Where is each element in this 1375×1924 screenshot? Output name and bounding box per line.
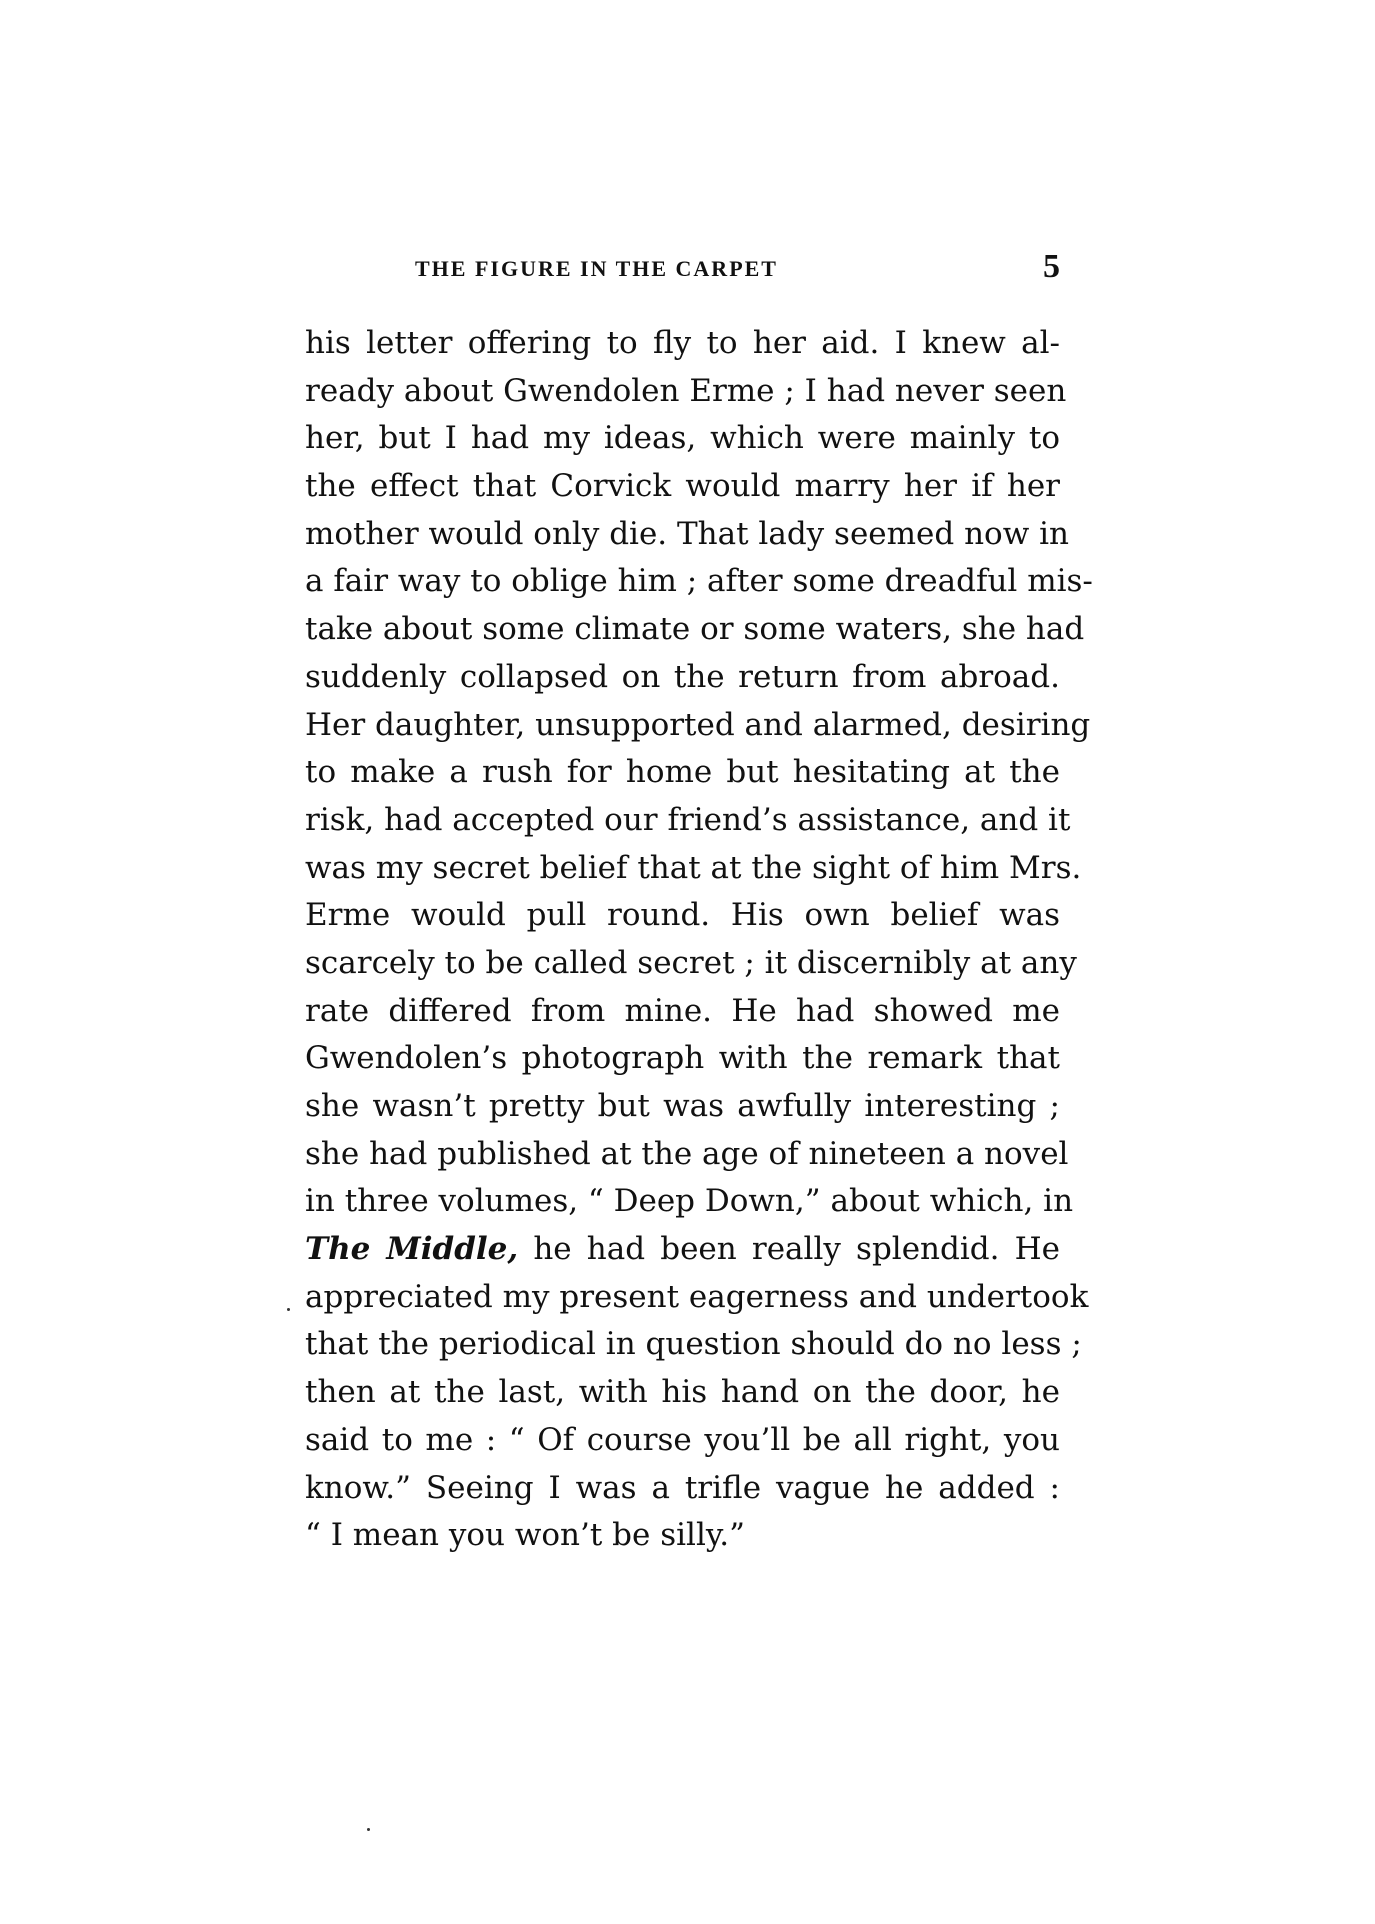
text-line: she had published at the age of nineteen a novel [305, 1135, 1069, 1172]
periodical-title: The Middle, [305, 1231, 519, 1268]
text-line: take about some climate or some waters, she had [305, 611, 1085, 648]
running-head [305, 250, 1060, 290]
text-line: know.” Seeing I was a trifle vague he added : [305, 1469, 1060, 1506]
body-text [305, 320, 1093, 1560]
text-line-last: “ I mean you won’t be silly.” [305, 1517, 745, 1554]
text-line: that the periodical in question should do no less ; [305, 1326, 1082, 1363]
text-line: in three volumes, “ Deep Down,” about which, in [305, 1183, 1074, 1220]
text-line: scarcely to be called secret ; it discernibly at any [305, 944, 1077, 981]
running-title: THE FIGURE IN THE CARPET [415, 256, 778, 281]
text-line: then at the last, with his hand on the door, he [305, 1374, 1060, 1411]
text-line: appreciated my present eagerness and undertook [305, 1278, 1089, 1315]
text-line: her, but I had my ideas, which were mainly to [305, 420, 1060, 457]
text-line: was my secret belief that at the sight of him Mrs. [305, 849, 1082, 886]
text-line: Gwendolen’s photograph with the remark that [305, 1040, 1060, 1077]
text-line: Erme would pull round. His own belief was [305, 897, 1060, 934]
text-line: to make a rush for home but hesitating at the [305, 754, 1060, 791]
print-speck [287, 1308, 290, 1311]
text-line: ready about Gwendolen Erme ; I had never seen [305, 372, 1067, 409]
text-line: his letter offering to fly to her aid. I knew al- [305, 325, 1060, 361]
text-line: a fair way to oblige him ; after some dreadful mis- [305, 563, 1093, 600]
text-line: the effect that Corvick would marry her if her [305, 468, 1060, 505]
text-line: suddenly collapsed on the return from abroad. [305, 658, 1060, 695]
print-speck [367, 1828, 370, 1831]
text-line: mother would only die. That lady seemed now in [305, 515, 1069, 552]
text-line: she wasn’t pretty but was awfully interesting ; [305, 1088, 1060, 1124]
text-line-remainder: he had been really splendid. He [518, 1231, 1060, 1268]
text-line: risk, had accepted our friend’s assistance, and it [305, 801, 1071, 838]
text-line: said to me : “ Of course you’ll be all right, you [305, 1421, 1060, 1458]
text-line: Her daughter, unsupported and alarmed, desiring [305, 706, 1091, 743]
text-line: rate differed from mine. He had showed me [305, 992, 1060, 1029]
page-number: 5 [1043, 248, 1060, 285]
text-line-italic-title [305, 1226, 1060, 1274]
